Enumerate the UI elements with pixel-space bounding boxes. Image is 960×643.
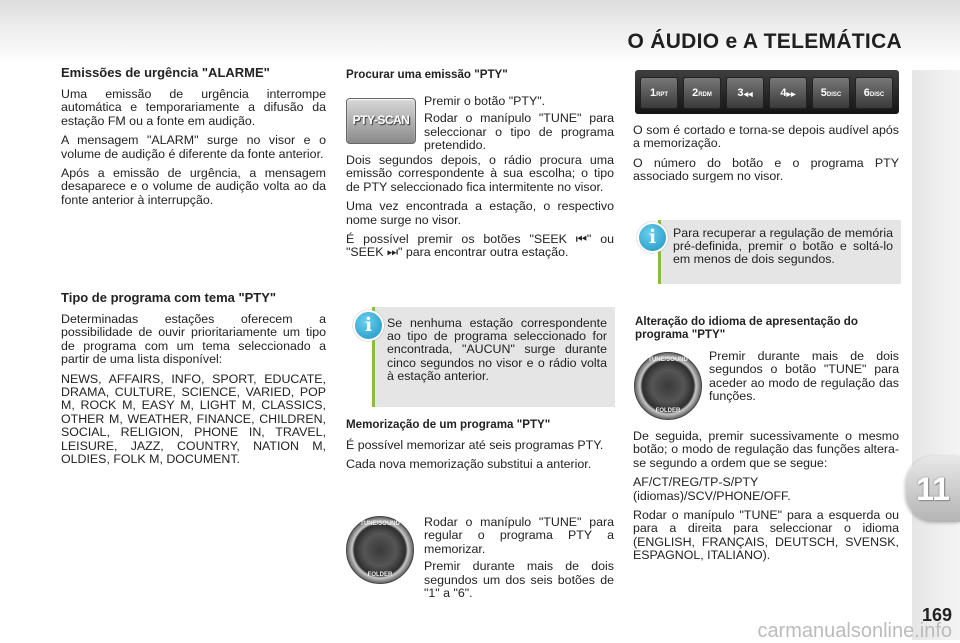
column-left-pty	[61, 291, 326, 472]
section-title-memo: Memorização de um programa "PTY"	[346, 418, 551, 431]
paragraph: Premir durante mais de dois segundos o botão "TUNE" para aceder ao modo de regulação das funções.	[709, 349, 899, 404]
search-steps	[424, 95, 614, 159]
paragraph: É possível premir os botões "SEEK ⏮" ou "SEEK ⏭" para encontrar outra estação.	[346, 232, 614, 260]
chapter-number: 11	[916, 471, 950, 507]
chapter-strip	[912, 70, 960, 640]
paragraph: Rodar o manípulo "TUNE" para seleccionar o tipo de programa pretendido.	[424, 111, 614, 153]
section-title-pty: Tipo de programa com tema "PTY"	[61, 290, 277, 305]
section-title-alarm: Emissões de urgência "ALARME"	[61, 65, 270, 80]
knob-label-bottom: FOLDER	[655, 408, 681, 414]
paragraph: Uma emissão de urgência interrompe automática e temporariamente a difusão da estação FM ou a fonte em audição.	[61, 87, 326, 128]
section-title-search: Procurar uma emissão "PTY"	[346, 68, 508, 81]
pty-scan-button-image	[346, 98, 416, 144]
paragraph: A mensagem "ALARM" surge no visor e o volume de audição é diferente da fonte anterior.	[61, 133, 326, 161]
lang-details	[633, 430, 899, 569]
paragraph: Dois segundos depois, o rádio procura uma emissão correspondente à sua escolha; o tipo de PTY seleccionado fica intermitente no visor.	[346, 153, 614, 194]
lang-section	[635, 315, 899, 349]
tune-knob-image	[346, 516, 414, 584]
info-icon: i	[353, 310, 384, 341]
watermark: carmanualsonline.info	[757, 620, 952, 642]
paragraph: De seguida, premir sucessivamente o mesmo botão; o modo de regulação das funções altera-se segundo a ordem que se segue:	[633, 429, 899, 470]
pty-scan-label: PTY-SCAN	[352, 113, 410, 127]
info-text: Se nenhuma estação correspondente ao tipo de programa seleccionado for encontrada, "AUCUN" surge durante cinco segundos no visor e o rádio volta à estação anterior.	[387, 316, 607, 383]
info-box-reset	[658, 220, 901, 284]
preset-key-5: 5DISC	[812, 77, 850, 109]
info-icon: i	[637, 222, 668, 253]
page-title: O ÁUDIO e A TELEMÁTICA	[627, 30, 902, 53]
chapter-tab	[906, 456, 960, 522]
preset-key-6: 6DISC	[855, 77, 893, 109]
info-text: Para recuperar a regulação de memória pré-definida, premir o botão e soltá-lo em menos de dois segundos.	[673, 226, 893, 267]
info-box-no-station	[372, 307, 615, 407]
knob-label-top: TUNE/SOUND	[360, 521, 400, 527]
preset-key-4: 4▶▶	[769, 77, 807, 109]
memo-steps	[424, 516, 614, 606]
column-right	[633, 124, 899, 190]
paragraph: É possível memorizar até seis programas PTY.	[346, 438, 604, 452]
paragraph: Premir o botão "PTY".	[424, 94, 546, 108]
page-number: 169	[921, 605, 952, 625]
section-title-language: Alteração do idioma de apresentação do programa "PTY"	[635, 315, 858, 341]
paragraph: Cada nova memorização substitui a anterior.	[346, 457, 592, 472]
paragraph: Após a emissão de urgência, a mensagem desaparece e o volume de audição volta ao da fonte anterior à interrupção.	[61, 166, 326, 207]
paragraph: Rodar o manípulo "TUNE" para regular o programa PTY a memorizar.	[424, 515, 614, 556]
memo-section	[346, 418, 614, 478]
knob-label-bottom: FOLDER	[367, 572, 393, 578]
paragraph: O número do botão e o programa PTY associado surgem no visor.	[633, 155, 899, 184]
paragraph: AF/CT/REG/TP-S/PTY (idiomas)/SCV/PHONE/OFF.	[633, 475, 791, 503]
tune-knob-image	[634, 352, 702, 420]
preset-key-1: 1RPT	[640, 77, 678, 109]
knob-label-top: TUNE/SOUND	[648, 357, 688, 363]
column-left	[61, 66, 326, 213]
lang-step-1	[709, 350, 899, 410]
paragraph: NEWS, AFFAIRS, INFO, SPORT, EDUCATE, DRAMA, CULTURE, SCIENCE, VARIED, POP M, ROCK M, EASY M, LIGHT M, CLASSICS, OTHER M, WEATHER, FINANCE, CHILDREN, SOCIAL, RELIGION, PHONE IN, TRAVEL, LEISURE, JAZZ, COUNTRY, NATION M, OLDIES, FOLK M, DOCUMENT.	[61, 371, 326, 467]
paragraph: Determinadas estações oferecem a possibilidade de ouvir prioritariamente um tipo de programa com um tema seleccionado a partir de uma lista disponível:	[61, 312, 326, 367]
preset-key-3: 3◀◀	[726, 77, 764, 109]
column-middle	[346, 68, 614, 89]
preset-key-2: 2RDM	[683, 77, 721, 109]
paragraph: Rodar o manípulo "TUNE" para a esquerda ou para a direita para seleccionar o idioma (ENGLISH, FRANÇAIS, DEUTSCH, SVENSK, ESPAGNOL, ITALIANO).	[633, 508, 899, 563]
preset-buttons-image	[635, 70, 899, 114]
paragraph: Premir durante mais de dois segundos um dos seis botões de "1" a "6".	[424, 559, 614, 601]
search-details	[346, 154, 614, 266]
paragraph: Uma vez encontrada a estação, o respectivo nome surge no visor.	[346, 199, 614, 227]
paragraph: O som é cortado e torna-se depois audível após a memorização.	[633, 123, 899, 151]
